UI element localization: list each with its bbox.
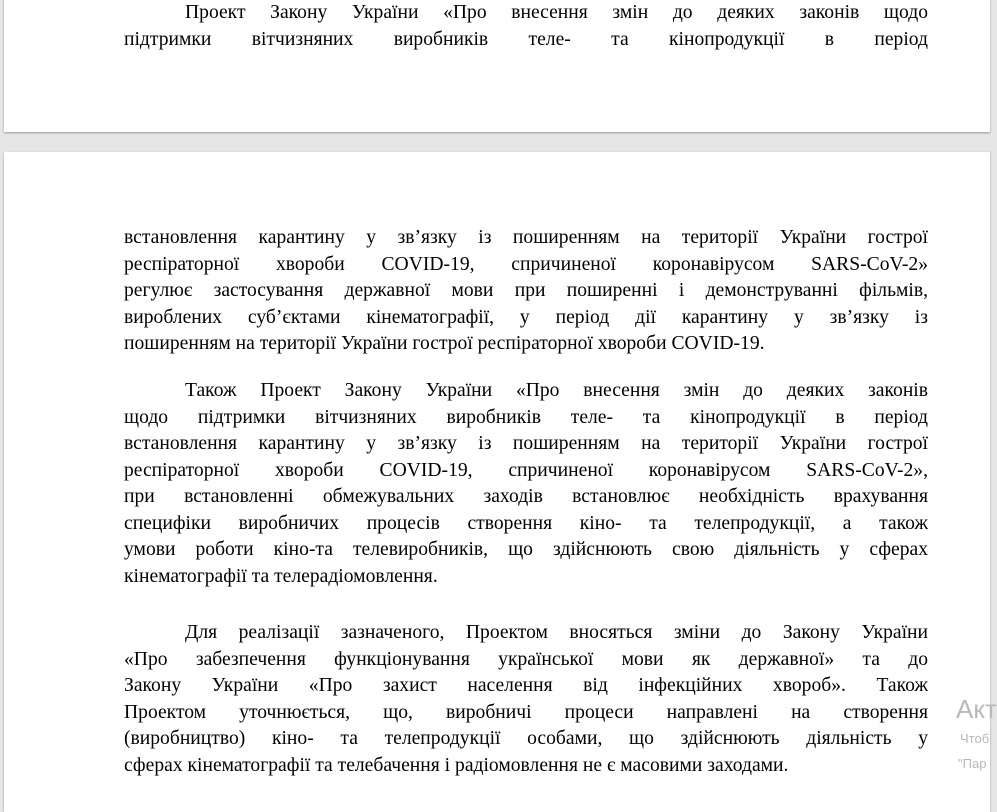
paragraph-1 (124, 225, 928, 358)
document-page-2 (4, 152, 990, 812)
text-line: сферах кінематографії та телебачення і радіомовлення не є масовими заходами. (124, 754, 789, 776)
text-line: Для реалізації зазначеного, Проектом вносяться зміни до Закону України (185, 622, 928, 643)
text-line: встановлення карантину у зв’язку із поширенням на території України гострої (124, 227, 928, 248)
text-line: специфіки виробничих процесів створення кіно- та телепродукції, а також (124, 512, 928, 534)
text-line: вироблених суб’єктами кінематографії, у період дії карантину у зв’язку із (124, 306, 928, 328)
paragraph-2 (124, 378, 928, 590)
document-page-1 (4, 0, 990, 132)
text-line: Проект Закону України «Про внесення змін до деяких законів щодо (185, 2, 928, 23)
text-line: регулює застосування державної мови при поширенні і демонструванні фільмів, (124, 280, 928, 301)
text-line: респіраторної хвороби COVID-19, спричиненої коронавірусом SARS-CoV-2» (124, 253, 928, 275)
paragraph-3 (124, 620, 928, 779)
text-line: встановлення карантину у зв’язку із поширенням на території України гострої (124, 433, 928, 454)
text-line: умови роботи кіно-та телевиробників, що здійснюють свою діяльність у сферах (124, 539, 928, 560)
text-line: кінематографії та телерадіомовлення. (124, 565, 438, 587)
text-line: Закону України «Про захист населення від інфекційних хвороб». Також (124, 675, 928, 696)
windows-activation-watermark-line: Чтоб (960, 731, 990, 746)
text-line: Також Проект Закону України «Про внесення змін до деяких законів (185, 380, 928, 401)
windows-activation-watermark-line: "Пар (958, 756, 987, 771)
text-line: підтримки вітчизняних виробників теле- та кінопродукції в період (124, 28, 928, 50)
text-line: (виробництво) кіно- та телепродукції особами, що здійснюють діяльність у (124, 728, 928, 749)
text-line: поширенням на території України гострої респіраторної хвороби COVID-19. (124, 333, 765, 354)
text-line: респіраторної хвороби COVID-19, спричиненої коронавірусом SARS-CoV-2», (124, 459, 928, 481)
text-line: «Про забезпечення функціонування української мови як державної» та до (124, 648, 928, 670)
text-line: Проектом уточнюється, що, виробничі процеси направлені на створення (124, 701, 928, 723)
text-line: при встановленні обмежувальних заходів встановлює необхідність врахування (124, 486, 928, 507)
page1-paragraph (124, 0, 928, 53)
text-line: щодо підтримки вітчизняних виробників теле- та кінопродукції в період (124, 406, 928, 428)
windows-activation-watermark-title: Акт (956, 694, 997, 724)
